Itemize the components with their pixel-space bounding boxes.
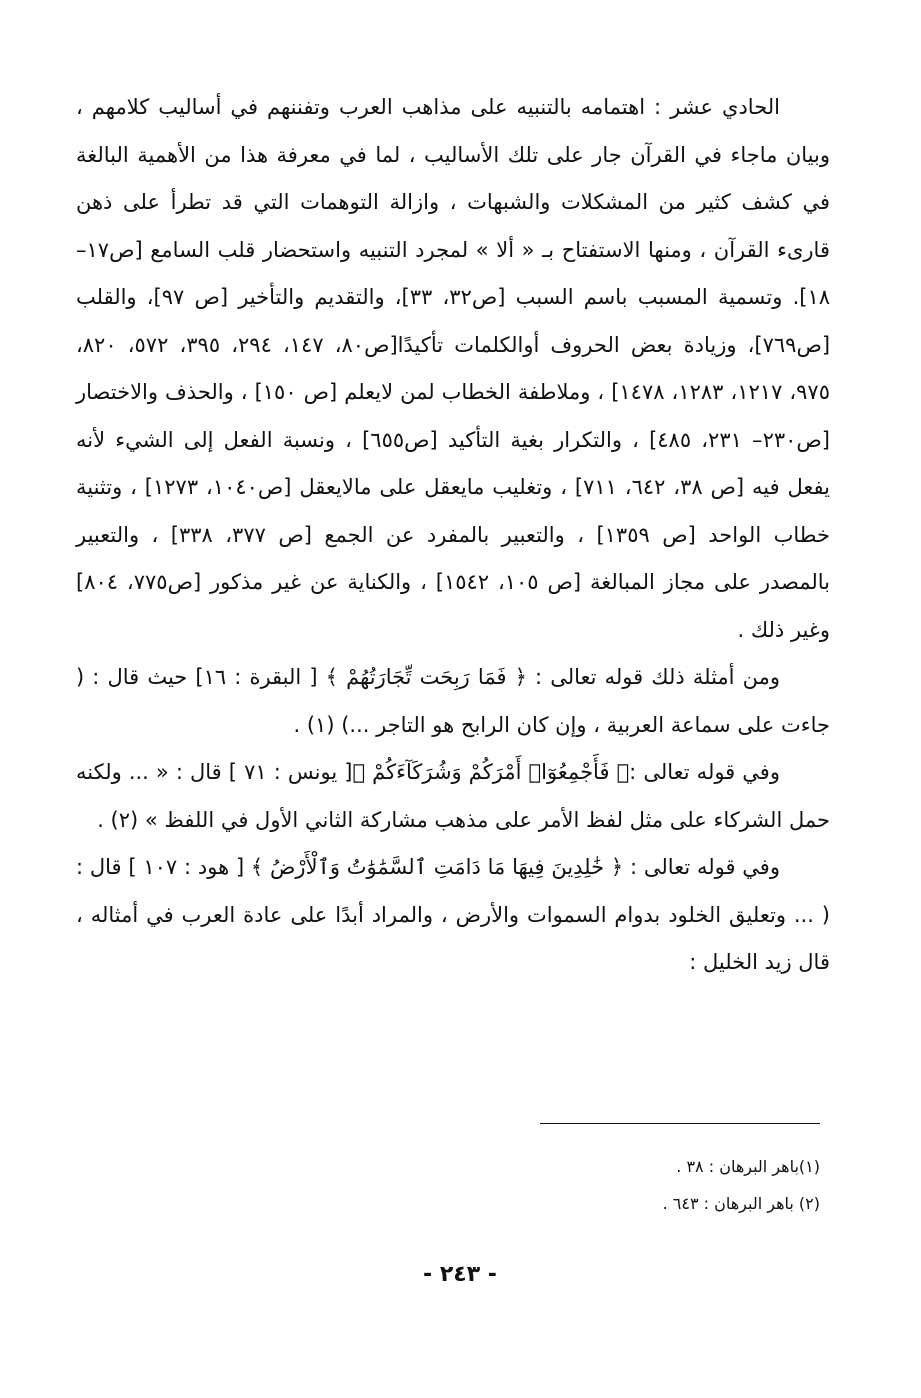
page-number: - ٢٤٣ - [423, 1262, 497, 1287]
footnote-separator [540, 1123, 820, 1124]
paragraph-3: وفي قوله تعالى :﴿ فَأَجْمِعُوٓا۟ أَمْرَكُمْ وَشُرَكَآءَكُمْ ﴾[ يونس : ٧١ ] قال : « ... ولكنه حمل الشركاء على مثل لفظ الأمر على مذهب مشاركة الثاني الأول في اللفظ » (٢) . [76, 760, 830, 832]
paragraph-2: ومن أمثلة ذلك قوله تعالى : ﴿ فَمَا رَبِحَت تِّجَارَتُهُمْ ﴾ [ البقرة : ١٦] حيث قال : ( جاءت على سماعة العربية ، وإن كان الرابح هو التاجر ...) (١) . [76, 665, 830, 737]
paragraph-4: وفي قوله تعالى : ﴿ خَٰلِدِينَ فِيهَا مَا دَامَتِ ٱلسَّمَٰوَٰتُ وَٱلْأَرْضُ ﴾ [ هود : ١٠٧ ] قال : ( ... وتعليق الخلود بدوام السموات والأرض ، والمراد أبدًا على عادة العرب في أمثاله ، قال زيد الخليل : [76, 855, 830, 974]
footnotes [520, 1148, 820, 1222]
footnote-2: (٢) باهر البرهان : ٦٤٣ . [662, 1194, 820, 1213]
footnote-1: (١)باهر البرهان : ٣٨ . [676, 1157, 820, 1176]
paragraph-1: الحادي عشر : اهتمامه بالتنبيه على مذاهب العرب وتفننهم في أساليب كلامهم ، وبيان ماجاء في القرآن جار على تلك الأساليب ، لما في معرفة هذا من الأهمية البالغة في كشف كثير من المشكلات والشبهات ، وازالة التوهمات التي قد تطرأ على ذهن قارىء القرآن ، ومنها الاستفتاح بـ « ألا » لمجرد التنبيه واستحضار قلب السامع [ص١٧– ١٨]. وتسمية المسبب باسم السبب [ص٣٢، ٣٣]، والتقديم والتأخير [ص ٩٧]، والقلب [ص٧٦٩]، وزيادة بعض الحروف أوالكلمات تأكيدًا[ص٨٠، ١٤٧، ٢٩٤، ٣٩٥، ٥٧٢، ٨٢٠، ٩٧٥، ١٢١٧، ١٢٨٣، ١٤٧٨] ، وملاطفة الخطاب لمن لايعلم [ص ١٥٠] ، والحذف والاختصار [ص٢٣٠– ٢٣١، ٤٨٥] ، والتكرار بغية التأكيد [ص٦٥٥] ، ونسبة الفعل إلى الشيء لأنه يفعل فيه [ص ٣٨، ٦٤٢، ٧١١] ، وتغليب مايعقل على مالايعقل [ص١٠٤٠، ١٢٧٣] ، وتثنية خطاب الواحد [ص ١٣٥٩] ، والتعبير بالمفرد عن الجمع [ص ٣٧٧، ٣٣٨] ، والتعبير بالمصدر على مجاز المبالغة [ص ١٠٥، ١٥٤٢] ، والكناية عن غير مذكور [ص٧٧٥، ٨٠٤] وغير ذلك . [76, 95, 831, 642]
main-text [76, 84, 830, 987]
